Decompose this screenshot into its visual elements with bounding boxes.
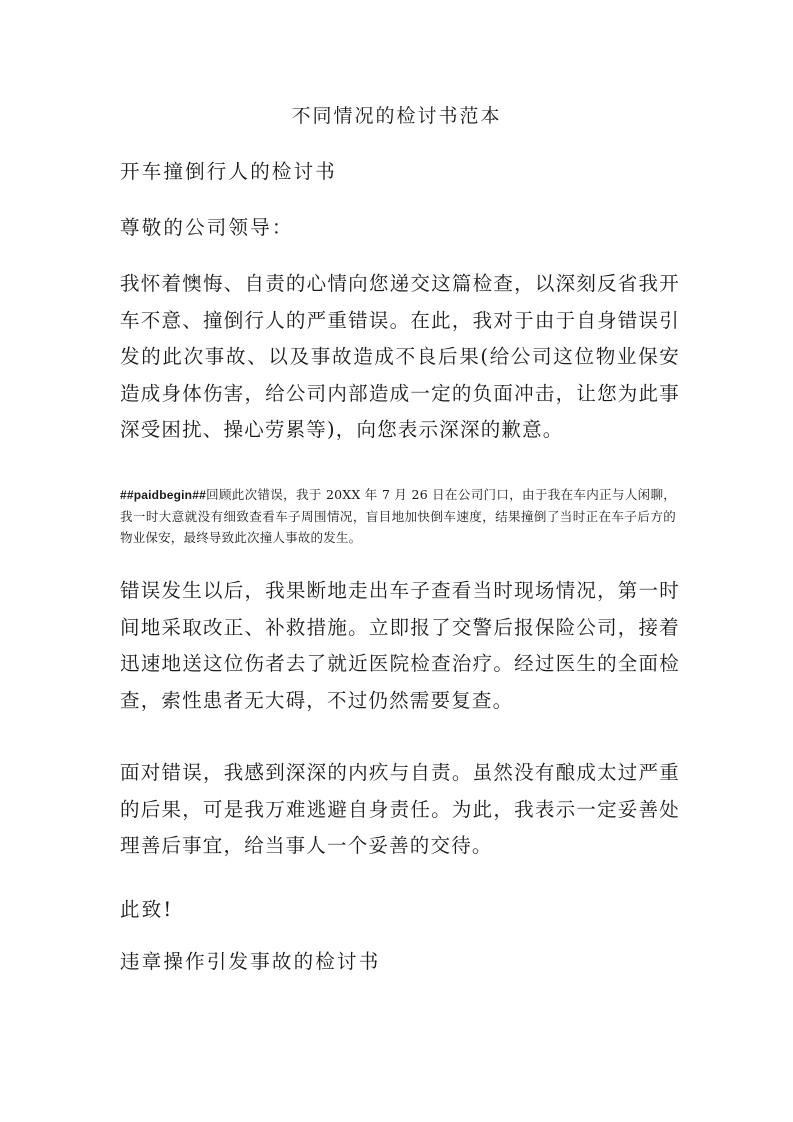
closing-line: 此致! xyxy=(120,898,174,921)
paragraph-review-text: 回顾此次错误，我于 20XX 年 7 月 26 日在公司门口，由于我在车内正与人闲聊，我一时大意就没有细致查看车子周围情况，盲目地加快倒车速度，结果撞倒了当时正在车子后方的物业保安，最终导致此次撞人事故的发生。 xyxy=(120,487,676,545)
paid-marker: ##paidbegin## xyxy=(120,488,206,502)
document-title: 不同情况的检讨书范本 xyxy=(291,105,502,127)
paragraph-reflection: 面对错误，我感到深深的内疚与自责。虽然没有酿成太过严重的后果，可是我万难逃避自身责任。为此，我表示一定妥善处理善后事宜，给当事人一个妥善的交待。 xyxy=(120,761,680,857)
paragraph-actions: 错误发生以后，我果断地走出车子查看当时现场情况，第一时间地采取改正、补救措施。立即报了交警后报保险公司，接着迅速地送这位伤者去了就近医院检查治疗。经过医生的全面检查，索性患者无大碍，不过仍然需要复查。 xyxy=(120,579,680,712)
section-heading-car-accident: 开车撞倒行人的检讨书 xyxy=(120,160,338,183)
paragraph-apology: 我怀着懊悔、自责的心情向您递交这篇检查，以深刻反省我开车不意、撞倒行人的严重错误。在此，我对于由于自身错误引发的此次事故、以及事故造成不良后果(给公司这位物业保安造成身体伤害，给公司内部造成一定的负面冲击，让您为此事深受困扰、操心劳累等)，向您表示深深的歉意。 xyxy=(120,272,680,441)
salutation: 尊敬的公司领导： xyxy=(120,216,294,239)
section-heading-violation: 违章操作引发事故的检讨书 xyxy=(120,950,381,973)
paragraph-review xyxy=(120,484,676,548)
